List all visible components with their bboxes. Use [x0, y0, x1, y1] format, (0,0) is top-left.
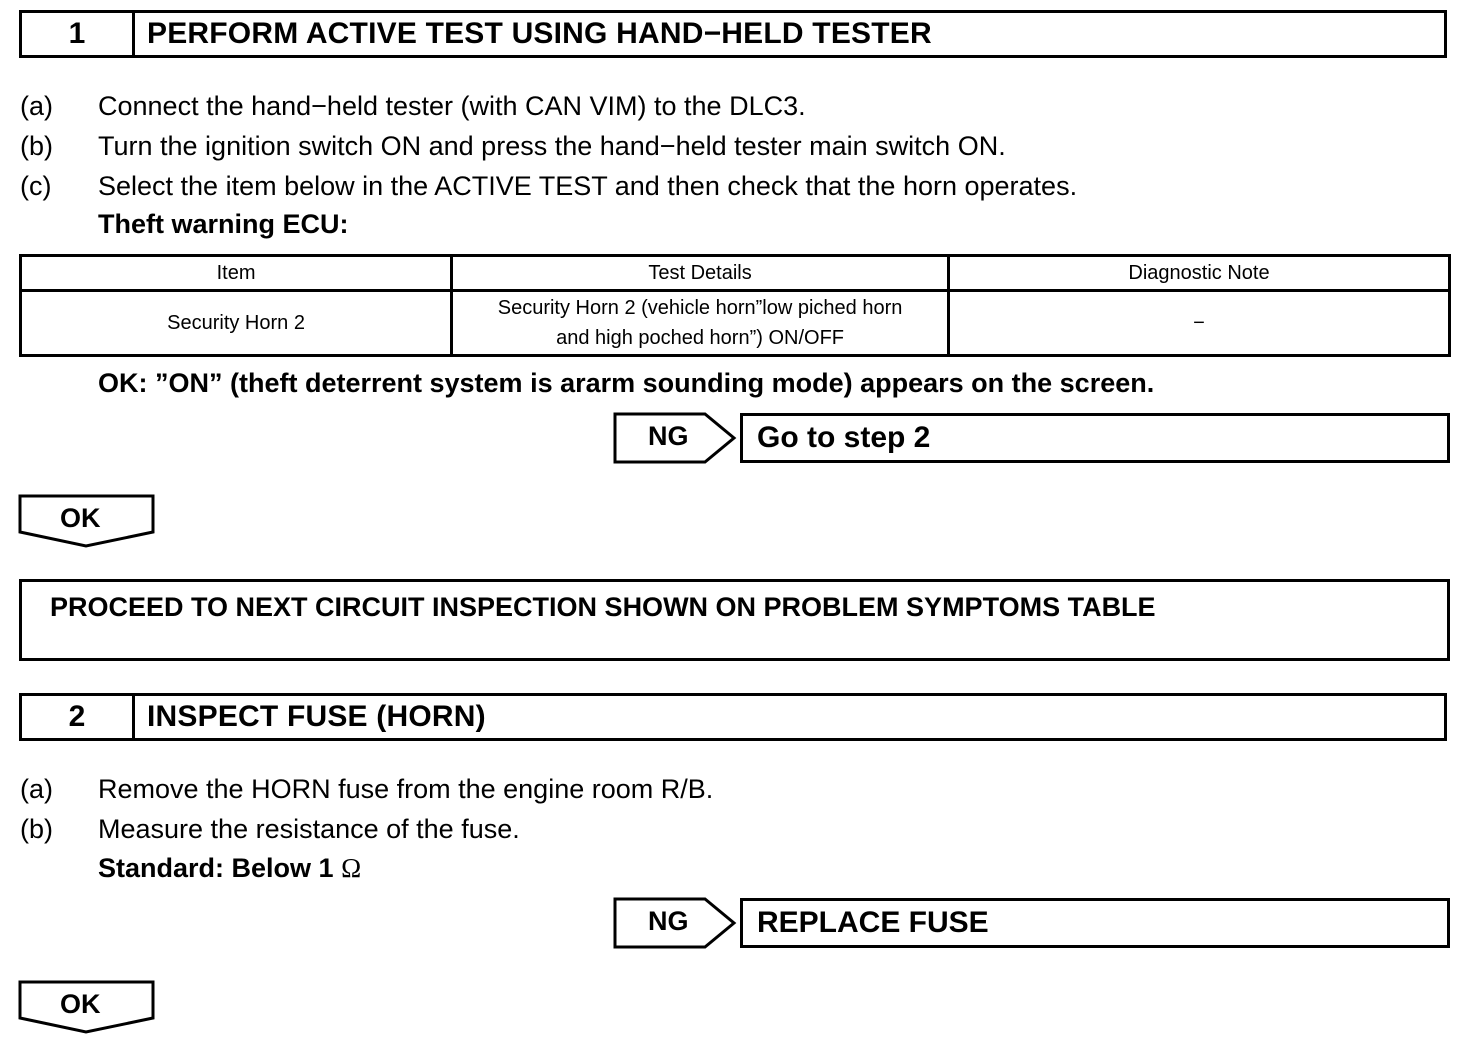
ng-label: NG: [648, 906, 689, 936]
standard-label: Standard: Below 1: [98, 853, 334, 883]
step-1-instruction-a: [20, 90, 806, 122]
table-header-test-details: Test Details: [452, 256, 949, 291]
table-cell-item: Security Horn 2: [21, 291, 452, 356]
step-1-header: [19, 10, 1447, 58]
table-cell-test-details: [452, 291, 949, 356]
step-2-title: INSPECT FUSE (HORN): [147, 700, 486, 733]
ok-label: OK: [60, 503, 101, 533]
table-cell-diagnostic-note: −: [949, 291, 1450, 356]
test-details-line-2: and high poched horn”) ON/OFF: [556, 327, 845, 349]
instruction-text: Connect the hand−held tester (with CAN VIM) to the DLC3.: [98, 91, 806, 121]
table-header-row: [21, 256, 1450, 291]
ohm-unit: Ω: [341, 853, 362, 883]
instruction-text: Measure the resistance of the fuse.: [98, 814, 520, 844]
ok-label: OK: [60, 989, 101, 1019]
proceed-box: [19, 579, 1450, 661]
instruction-letter: (a): [20, 91, 53, 121]
step-2-header: [19, 693, 1447, 741]
instruction-text: Remove the HORN fuse from the engine room R/B.: [98, 774, 714, 804]
step-1-instruction-b: [20, 130, 1006, 162]
step-1-title: PERFORM ACTIVE TEST USING HAND−HELD TESTER: [147, 17, 932, 50]
instruction-letter: (b): [20, 131, 53, 161]
proceed-text: PROCEED TO NEXT CIRCUIT INSPECTION SHOWN ON PROBLEM SYMPTOMS TABLE: [50, 592, 1156, 622]
instruction-letter: (c): [20, 171, 52, 201]
table-header-diagnostic-note: Diagnostic Note: [949, 256, 1450, 291]
instruction-text: Select the item below in the ACTIVE TEST and then check that the horn operates.: [98, 171, 1078, 201]
table-header-item: Item: [21, 256, 452, 291]
instruction-letter: (b): [20, 814, 53, 844]
ecu-label: Theft warning ECU:: [98, 209, 349, 239]
step-2-instruction-b: [20, 813, 520, 845]
step-2-instruction-a: [20, 773, 713, 805]
ok-criteria: OK: ”ON” (theft deterrent system is ararm sounding mode) appears on the screen.: [98, 368, 1155, 398]
ng-target-text: REPLACE FUSE: [757, 906, 989, 939]
test-details-line-1: Security Horn 2 (vehicle horn”low piched horn: [497, 297, 903, 319]
ng-label: NG: [648, 421, 689, 451]
ng-target-box: [740, 413, 1450, 463]
active-test-table: [19, 254, 1451, 357]
table-row: [21, 291, 1450, 356]
step-2-number: 2: [22, 696, 135, 738]
ng-target-box: [740, 898, 1450, 948]
step-1-instruction-c: [20, 170, 1077, 202]
instruction-letter: (a): [20, 774, 53, 804]
standard-line: [98, 853, 361, 884]
step-1-number: 1: [22, 13, 135, 55]
instruction-text: Turn the ignition switch ON and press the hand−held tester main switch ON.: [98, 131, 1006, 161]
ng-target-text: Go to step 2: [757, 421, 931, 454]
